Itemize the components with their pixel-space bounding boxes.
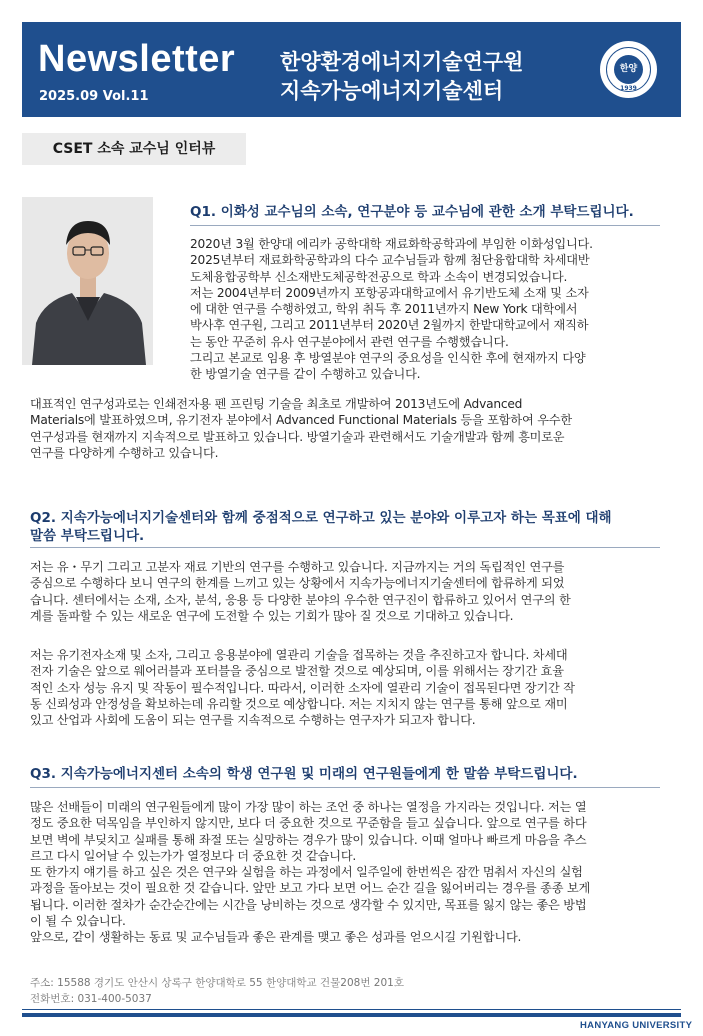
q1-answer-side bbox=[190, 236, 680, 383]
text-line: 연구성과를 현재까지 지속적으로 발표하고 있습니다. 방열기술과 관련해서도 기술개발과 함께 흥미로운 bbox=[30, 429, 565, 444]
divider bbox=[30, 787, 660, 788]
text-line: 저는 2004년부터 2009년까지 포항공과대학교에서 유기반도체 소재 및 소자 bbox=[190, 285, 589, 300]
text-line: Materials에 발표하였으며, 유기전자 분야에서 Advanced Functional Materials 등을 포함하여 우수한 bbox=[30, 413, 572, 428]
q2-answer-para1 bbox=[30, 559, 680, 624]
q3-answer bbox=[30, 799, 680, 946]
q2-answer-para2 bbox=[30, 647, 680, 728]
text-line: 대표적인 연구성과로는 인쇄전자용 펜 프린팅 기술을 최초로 개발하여 2013년도에 Advanced bbox=[30, 397, 523, 411]
text-line: 많은 선배들이 미래의 연구원들에게 많이 가장 많이 하는 조언 중 하나는 열정을 가지라는 것입니다. 저는 열 bbox=[30, 800, 587, 814]
seal-text: 한양 bbox=[614, 55, 643, 84]
text-line: 에 대한 연구를 수행하였고, 학위 취득 후 2011년까지 New York 대학에서 bbox=[190, 302, 578, 317]
text-line: 박사후 연구원, 그리고 2011년부터 2020년 2월까지 한밭대학교에서 재직하 bbox=[190, 318, 589, 333]
q3-question: Q3. 지속가능에너지센터 소속의 학생 연구원 및 미래의 연구원들에게 한 말씀 부탁드립니다. bbox=[30, 766, 578, 782]
footer-contact bbox=[30, 975, 404, 1007]
q2-question-line1: Q2. 지속가능에너지기술센터와 함께 중점적으로 연구하고 있는 분야와 이루고자 하는 목표에 대해 bbox=[30, 510, 612, 526]
text-line: 과정을 돌아보는 것이 필요한 것 같습니다. 앞만 보고 가다 보면 어느 순간 길을 잃어버리는 경우를 종종 보게 bbox=[30, 881, 591, 896]
text-line: 2025년부터 재료화학공학과의 다수 교수님들과 함께 첨단융합대학 차세대반 bbox=[190, 253, 590, 268]
divider bbox=[190, 225, 660, 226]
text-line: 또 한가지 얘기를 하고 싶은 것은 연구와 실험을 하는 과정에서 일주일에 한번씩은 잠깐 멈춰서 자신의 실험 bbox=[30, 865, 583, 880]
text-line: 보면 벽에 부딪치고 실패를 통해 좌절 또는 실망하는 경우가 많이 있습니다. 이때 얼마나 빠르게 마음을 추스 bbox=[30, 832, 587, 847]
university-seal-icon bbox=[600, 41, 657, 98]
footer-phone: 전화번호: 031-400-5037 bbox=[30, 993, 152, 1005]
text-line: 정도 중요한 덕목임을 부인하지 않지만, 보다 더 중요한 것으로 꾸준함을 들고 싶습니다. 앞으로 연구를 하다 bbox=[30, 816, 587, 831]
text-line: 르고 다시 일어날 수 있는가가 열정보다 더 중요한 것 같습니다. bbox=[30, 848, 357, 863]
newsletter-title: Newsletter bbox=[38, 38, 236, 80]
text-line: 앞으로, 같이 생활하는 동료 및 교수님들과 좋은 관계를 맺고 좋은 성과를 얻으시길 기원합니다. bbox=[30, 930, 522, 945]
q1-question: Q1. 이화성 교수님의 소속, 연구분야 등 교수님에 관한 소개 부탁드립니다. bbox=[190, 204, 634, 220]
text-line: 2020년 3월 한양대 에리카 공학대학 재료화학공학과에 부임한 이화성입니다. bbox=[190, 237, 593, 251]
org-name-line1: 한양환경에너지기술연구원 bbox=[280, 50, 524, 74]
professor-photo bbox=[22, 197, 153, 365]
footer-divider-thin bbox=[22, 1009, 681, 1010]
text-line: 습니다. 센터에서는 소재, 소자, 분석, 응용 등 다양한 분야의 우수한 연구진이 합류하고 있어서 연구의 한 bbox=[30, 592, 571, 607]
divider bbox=[30, 547, 660, 548]
text-line: 도체융합공학부 신소재반도체공학전공으로 학과 소속이 변경되었습니다. bbox=[190, 269, 568, 284]
q1-answer-full bbox=[30, 396, 680, 461]
newsletter-header bbox=[22, 22, 681, 117]
section-title: CSET 소속 교수님 인터뷰 bbox=[22, 133, 246, 165]
seal-year: 1939 bbox=[620, 85, 637, 92]
text-line: 한 방열기술 연구를 같이 수행하고 있습니다. bbox=[190, 367, 421, 382]
text-line: 전자 기술은 앞으로 웨어러블과 포터블을 중심으로 발전할 것으로 예상되며, 이를 위해서는 장기간 효율 bbox=[30, 664, 564, 679]
footer-address: 주소: 15588 경기도 안산시 상록구 한양대학로 55 한양대학교 건물208번 201호 bbox=[30, 977, 404, 989]
issue-number: 2025.09 Vol.11 bbox=[39, 89, 149, 104]
text-line: 적인 소자 성능 유지 및 작동이 필수적입니다. 따라서, 이러한 소자에 열관리 기술이 접목된다면 장기간 작 bbox=[30, 680, 575, 695]
q2-question-line2: 말씀 부탁드립니다. bbox=[30, 528, 145, 544]
text-line: 있고 산업과 사회에 도움이 되는 연구를 지속적으로 수행하는 연구자가 되고자 합니다. bbox=[30, 713, 476, 728]
text-line: 계를 돌파할 수 있는 새로운 연구에 도전할 수 있는 기회가 많아 질 것으로 기대하고 있습니다. bbox=[30, 608, 514, 623]
text-line: 연구를 다양하게 수행하고 있습니다. bbox=[30, 445, 219, 460]
text-line: 이 될 수 있습니다. bbox=[30, 914, 126, 929]
text-line: 그리고 본교로 임용 후 방열분야 연구의 중요성을 인식한 후에 현재까지 다양 bbox=[190, 351, 586, 366]
footer-divider bbox=[22, 1013, 681, 1017]
text-line: 저는 유・무기 그리고 고분자 재료 기반의 연구를 수행하고 있습니다. 지금까지는 거의 독립적인 연구를 bbox=[30, 560, 565, 574]
text-line: 동 신뢰성과 안정성을 확보하는데 유리할 것으로 예상합니다. 저는 지치지 않는 연구를 통해 앞으로 재미 bbox=[30, 696, 568, 711]
org-name-line2: 지속가능에너지기술센터 bbox=[280, 79, 504, 103]
hanyang-logo: HANYANG UNIVERSITY bbox=[580, 1020, 693, 1031]
text-line: 중심으로 수행하다 보니 연구의 한계를 느끼고 있는 상황에서 지속가능에너지기술센터에 합류하게 되었 bbox=[30, 576, 565, 591]
text-line: 는 동안 꾸준히 유사 연구분야에서 관련 연구를 수행했습니다. bbox=[190, 334, 509, 349]
text-line: 저는 유기전자소재 및 소자, 그리고 응용분야에 열관리 기술을 접목하는 것을 추진하고자 합니다. 차세대 bbox=[30, 648, 568, 662]
text-line: 됩니다. 이러한 절차가 순간순간에는 시간을 낭비하는 것으로 생각할 수 있지만, 목표를 잃지 않는 좋은 방법 bbox=[30, 897, 587, 912]
